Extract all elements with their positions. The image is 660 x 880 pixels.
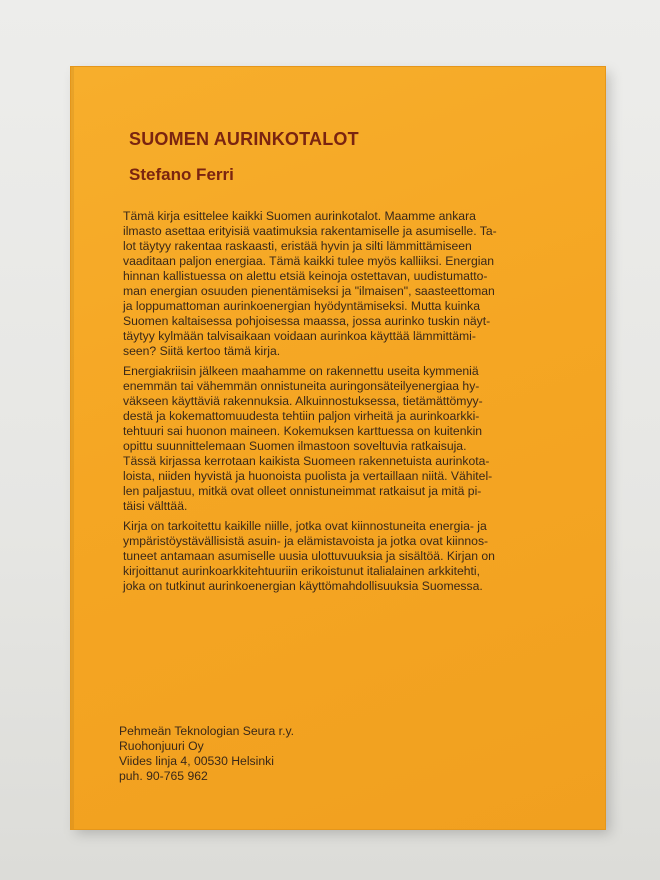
publisher-line: Pehmeän Teknologian Seura r.y. <box>119 724 295 738</box>
paragraph-line: Tämä kirja esittelee kaikki Suomen aurinkotalot. Maamme ankara <box>123 209 476 223</box>
paragraph-line: seen? Siitä kertoo tämä kirja. <box>123 344 281 358</box>
book-author: Stefano Ferri <box>129 165 234 184</box>
paragraph-line: täytyy kylmään talvisaikaan voidaan aurinkoa käyttää lämmittämi- <box>123 329 476 343</box>
paragraph-line: Suomen kaltaisessa pohjoisessa maassa, jossa aurinko tuskin näyt- <box>123 314 491 328</box>
publisher-info <box>119 724 294 784</box>
paragraph-line: enemmän tai vähemmän onnistuneita auringonsäteilyenergiaa hy- <box>123 379 480 393</box>
paragraph-line: ympäristöystävällisistä asuin- ja elämistavoista ja jotka ovat kiinnos- <box>123 534 489 548</box>
paragraph-line: ja loppumattoman aurinkoenergian hyödyntämiseksi. Mutta kuinka <box>123 299 481 313</box>
publisher-line: Viides linja 4, 00530 Helsinki <box>119 754 274 768</box>
paragraph-line: hinnan kallistuessa on alettu etsiä keinoja ostettavan, uudistumatto- <box>123 269 488 283</box>
paragraph-line: man energian osuuden pienentämiseksi ja "ilmaisen", saasteettoman <box>123 284 495 298</box>
paragraph-line: ilmasto asettaa erityisiä vaatimuksia rakentamiselle ja asumiselle. Ta- <box>123 224 497 238</box>
book-back-cover <box>70 66 606 830</box>
description-paragraph-2 <box>123 364 553 514</box>
publisher-line: Ruohonjuuri Oy <box>119 739 204 753</box>
paragraph-line: täisi välttää. <box>123 499 188 513</box>
description-paragraph-3 <box>123 519 553 594</box>
paragraph-line: Kirja on tarkoitettu kaikille niille, jotka ovat kiinnostuneita energia- ja <box>123 519 487 533</box>
paragraph-line: opittu suunnittelemaan Suomen ilmastoon soveltuvia ratkaisuja. <box>123 439 467 453</box>
book-title: SUOMEN AURINKOTALOT <box>129 129 359 149</box>
paragraph-line: kirjoittanut aurinkoarkkitehtuuriin erikoistunut italialainen arkkitehti, <box>123 564 481 578</box>
paragraph-line: Tässä kirjassa kerrotaan kaikista Suomeen rakennetuista aurinkota- <box>123 454 490 468</box>
paragraph-line: destä ja kokemattomuudesta tehtiin paljon virheitä ja aurinkoarkki- <box>123 409 480 423</box>
paragraph-line: loista, niiden hyvistä ja huonoista puolista ja vertaillaan niitä. Vähitel- <box>123 469 493 483</box>
paragraph-line: Energiakriisin jälkeen maahamme on rakennettu useita kymmeniä <box>123 364 479 378</box>
paragraph-line: lot täytyy rakentaa raskaasti, eristää hyvin ja silti lämmittämiseen <box>123 239 472 253</box>
paragraph-line: len paljastuu, mitkä ovat olleet onnistuneimmat ratkaisut ja mitä pi- <box>123 484 482 498</box>
paragraph-line: tehtuuri sai huonon maineen. Kokemuksen karttuessa on kuitenkin <box>123 424 483 438</box>
paragraph-line: väkseen käyttäviä rakennuksia. Alkuinnostuksessa, tietämättömyy- <box>123 394 483 408</box>
paragraph-line: joka on tutkinut aurinkoenergian käyttömahdollisuuksia Suomessa. <box>123 579 483 593</box>
paragraph-line: vaaditaan paljon energiaa. Tämä kaikki tulee myös kalliiksi. Energian <box>123 254 495 268</box>
paragraph-line: tuneet antamaan asumiselle uusia ulottuvuuksia ja sisältöä. Kirjan on <box>123 549 495 563</box>
description-paragraph-1 <box>123 209 553 359</box>
publisher-line: puh. 90-765 962 <box>119 769 208 783</box>
